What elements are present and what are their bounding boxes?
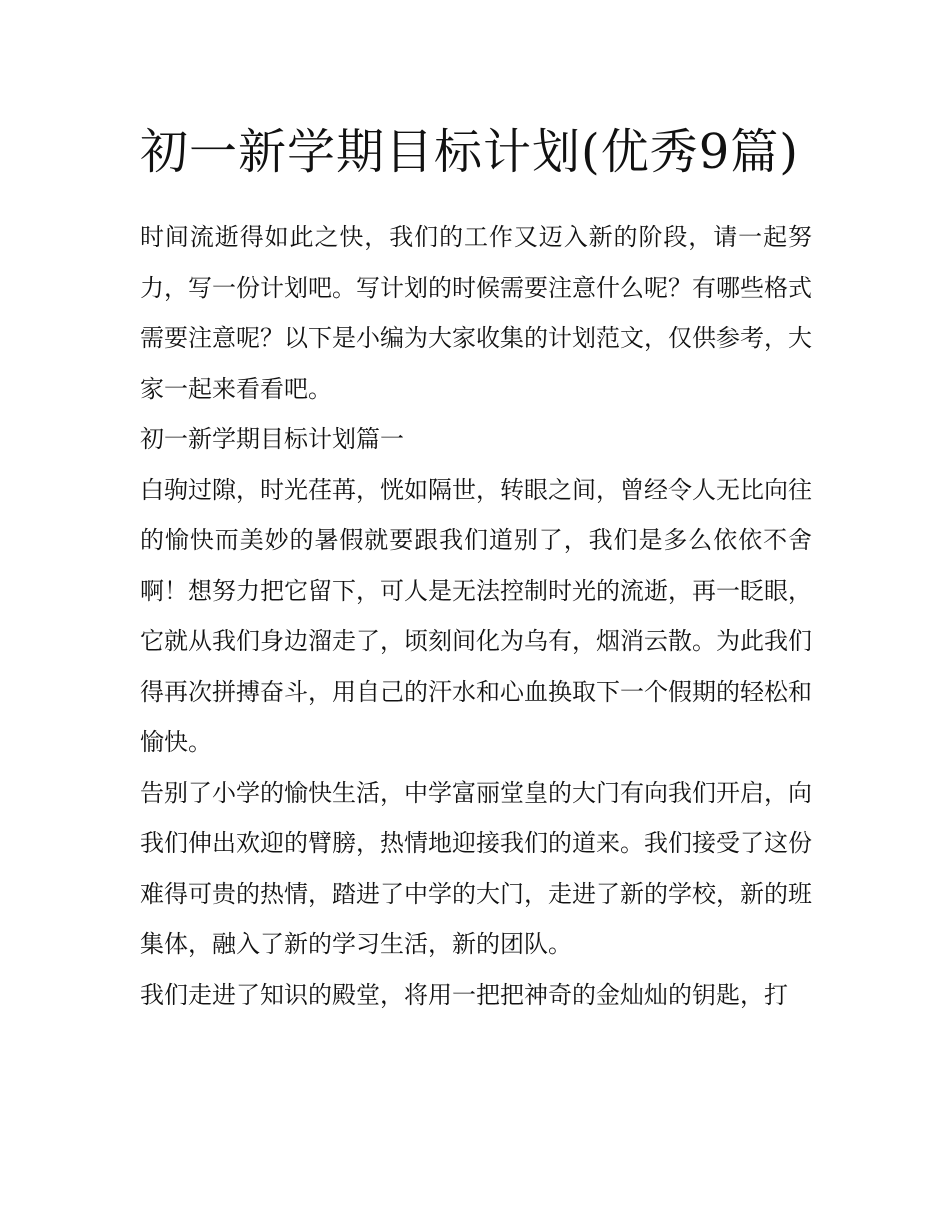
body-paragraph-3: 我们走进了知识的殿堂，将用一把把神奇的金灿灿的钥匙，打	[140, 980, 788, 1009]
document-title: 初一新学期目标计划(优秀9篇)	[140, 124, 799, 180]
body-paragraph-1: 白驹过隙，时光荏苒，恍如隔世，转眼之间，曾经令人无比向往的愉快而美妙的暑假就要跟我们道别了，我们是多么依依不舍啊！想努力把它留下，可人是无法控制时光的流逝，再一眨眼，它就从我们身边溜走了，顷刻间化为乌有，烟消云散。为此我们得再次拼搏奋斗，用自己的汗水和心血换取下一个假期的轻松和愉快。	[140, 475, 812, 756]
document-page	[140, 112, 812, 1020]
body-paragraph-2: 告别了小学的愉快生活，中学富丽堂皇的大门有向我们开启，向我们伸出欢迎的臂膀，热情地迎接我们的道来。我们接受了这份难得可贵的热情，踏进了中学的大门，走进了新的学校，新的班集体，融入了新的学习生活，新的团队。	[140, 778, 812, 958]
intro-paragraph: 时间流逝得如此之快，我们的工作又迈入新的阶段，请一起努力，写一份计划吧。写计划的时候需要注意什么呢？有哪些格式需要注意呢？以下是小编为大家收集的计划范文，仅供参考，大家一起来看看吧。	[140, 223, 812, 403]
section-heading: 初一新学期目标计划篇一	[140, 425, 404, 453]
